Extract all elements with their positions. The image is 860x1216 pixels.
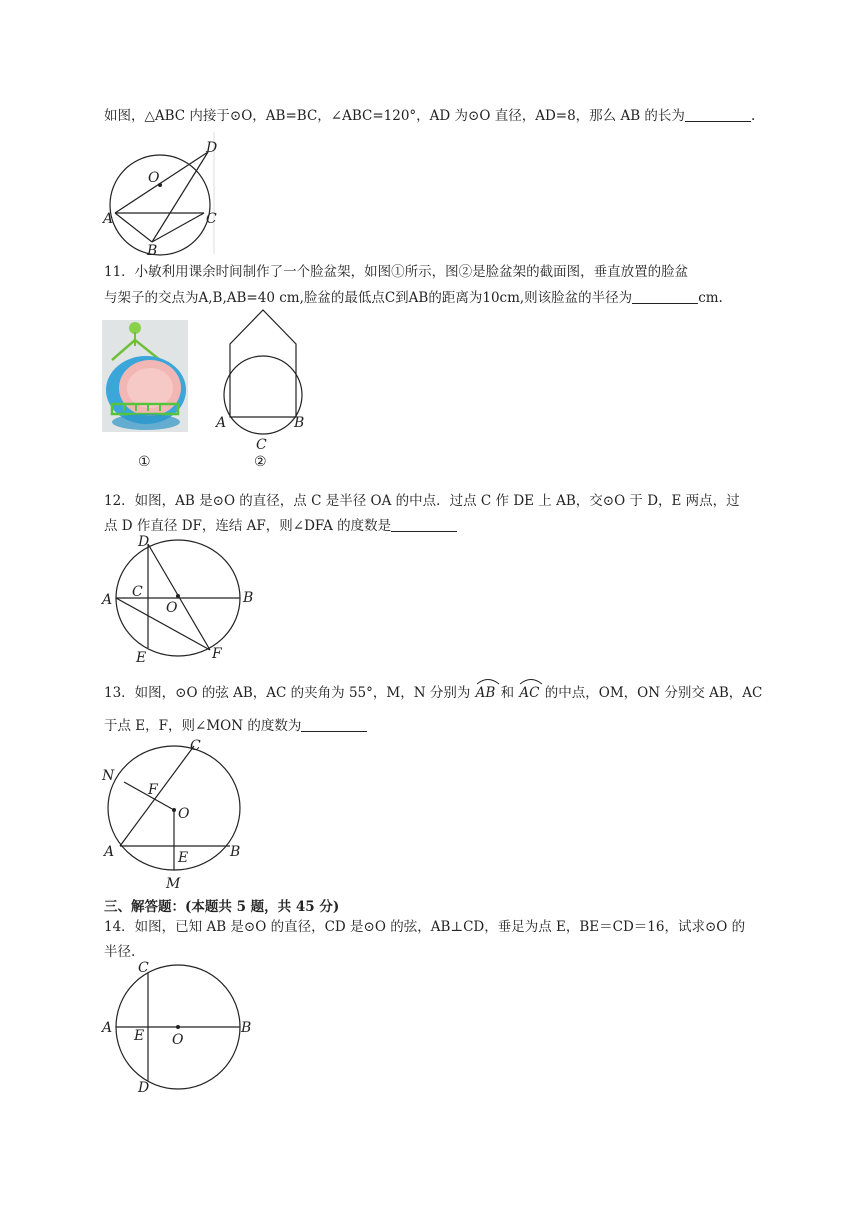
q12-line2: 点 D 作直径 DF，连结 AF，则∠DFA 的度数是 bbox=[104, 517, 457, 535]
answer-blank[interactable] bbox=[391, 517, 457, 532]
arc-symbol-icon bbox=[518, 677, 544, 685]
q11-line2: 与架子的交点为A,B,AB=40 cm,脸盆的最低点C到AB的距离为10cm,则该脸盆的半径为 cm. bbox=[104, 290, 723, 306]
label-d: D bbox=[138, 1080, 150, 1094]
q11-line1: 11．小敏利用课余时间制作了一个脸盆架，如图①所示，图②是脸盆架的截面图，垂直放置的脸盆 bbox=[104, 264, 689, 280]
q12-line1: 12．如图，AB 是⊙O 的直径，点 C 是半径 OA 的中点．过点 C 作 DE 上 AB，交⊙O 于 D，E 两点，过 bbox=[104, 493, 740, 509]
q13-line1: 13．如图，⊙O 的弦 AB，AC 的夹角为 55°，M，N 分别为 AB 和 AC 的中点，OM，ON 分别交 AB，AC bbox=[104, 684, 762, 702]
arc-symbol-icon bbox=[475, 677, 501, 685]
q13-line2: 于点 E，F，则∠MON 的度数为 bbox=[104, 717, 367, 735]
label-a: A bbox=[103, 211, 114, 227]
label-n: N bbox=[102, 768, 115, 784]
caption-figure-1: ① bbox=[138, 454, 151, 470]
label-b: B bbox=[243, 590, 254, 606]
answer-blank[interactable] bbox=[632, 289, 698, 304]
label-d: D bbox=[138, 534, 150, 550]
label-o: O bbox=[178, 806, 190, 822]
arc-ab: AB bbox=[475, 684, 497, 702]
label-a: A bbox=[102, 592, 113, 608]
label-e: E bbox=[134, 1028, 145, 1044]
label-a: A bbox=[104, 844, 115, 860]
section-heading: 三、解答题：(本题共 5 题，共 45 分) bbox=[104, 899, 340, 915]
figure-q12 bbox=[100, 532, 260, 668]
label-o: O bbox=[172, 1032, 184, 1048]
label-c: C bbox=[138, 960, 149, 976]
label-b: B bbox=[230, 844, 241, 860]
q14-line1: 14．如图，已知 AB 是⊙O 的直径，CD 是⊙O 的弦，AB⊥CD，垂足为点 E，BE＝CD＝16，试求⊙O 的 bbox=[104, 919, 746, 935]
label-a: A bbox=[102, 1020, 113, 1036]
label-c: C bbox=[256, 437, 267, 453]
q10-text: 如图，△ABC 内接于⊙O，AB=BC，∠ABC=120°，AD 为⊙O 直径，AD=8，那么 AB 的长为 . bbox=[104, 108, 756, 124]
label-f: F bbox=[212, 646, 222, 662]
label-o: O bbox=[166, 600, 178, 616]
label-d: D bbox=[206, 140, 218, 156]
label-c: C bbox=[206, 211, 217, 227]
q14-line2: 半径. bbox=[104, 944, 136, 960]
label-a: A bbox=[216, 415, 227, 431]
label-c: C bbox=[132, 584, 143, 600]
photo-washbasin-stand bbox=[102, 320, 188, 432]
answer-blank[interactable] bbox=[301, 717, 367, 732]
label-f: F bbox=[148, 782, 158, 798]
label-e: E bbox=[178, 850, 189, 866]
label-b: B bbox=[147, 243, 158, 256]
label-c: C bbox=[190, 738, 201, 754]
figure-q10 bbox=[100, 130, 220, 256]
figure-q14 bbox=[100, 960, 260, 1094]
label-b: B bbox=[241, 1020, 252, 1036]
label-e: E bbox=[136, 650, 147, 666]
answer-blank[interactable] bbox=[685, 107, 751, 122]
label-b: B bbox=[294, 415, 305, 431]
arc-ac: AC bbox=[518, 684, 540, 702]
label-o: O bbox=[148, 170, 160, 186]
figure-q11-cross-section bbox=[212, 308, 312, 456]
figure-q13 bbox=[100, 736, 250, 892]
caption-figure-2: ② bbox=[254, 454, 267, 470]
label-m: M bbox=[166, 876, 181, 892]
